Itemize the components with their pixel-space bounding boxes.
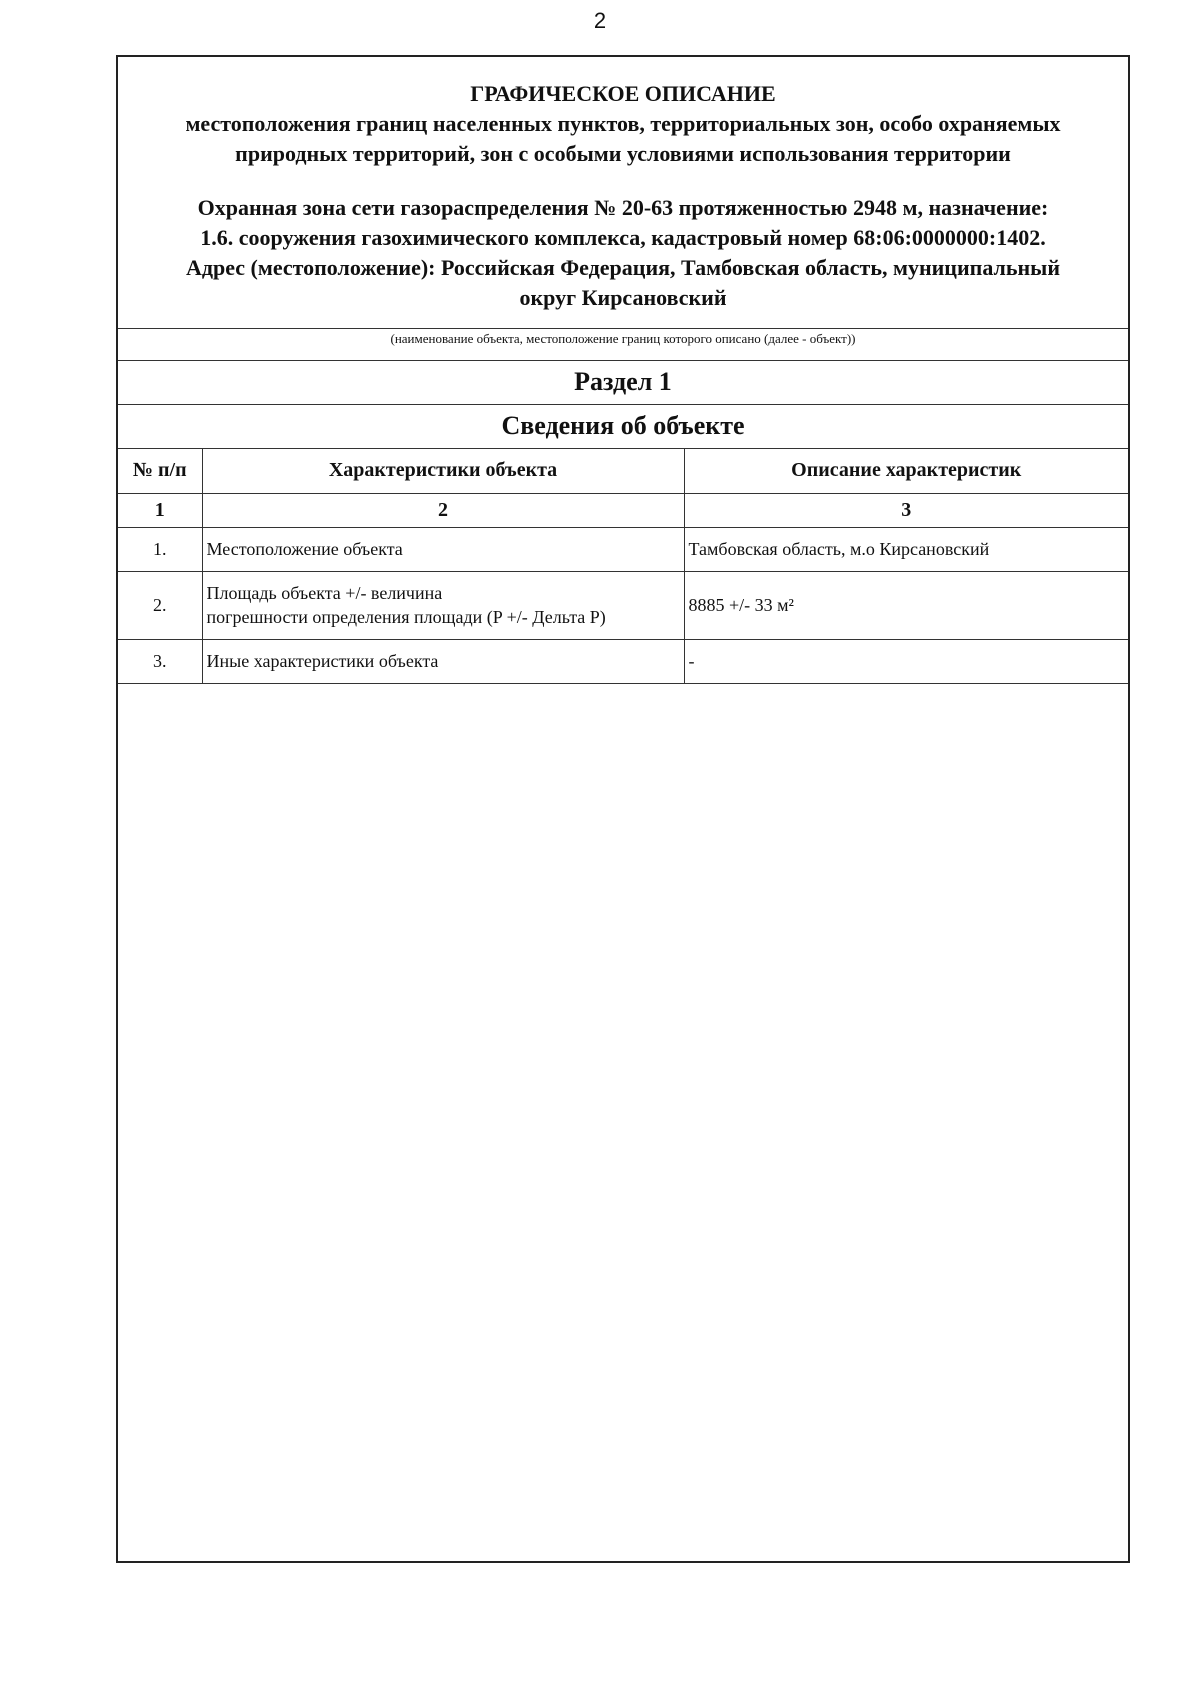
section-title: Сведения об объекте — [118, 405, 1128, 449]
object-name-line-4: округ Кирсановский — [519, 285, 727, 310]
column-number: 1 — [118, 493, 202, 527]
section-heading: Раздел 1 — [118, 361, 1128, 405]
document-description-line-2: природных территорий, зон с особыми условиями использования территории — [235, 141, 1011, 166]
document-header — [118, 57, 1128, 329]
row-number: 2. — [118, 571, 202, 639]
row-number: 1. — [118, 527, 202, 571]
column-header-number: № п/п — [118, 449, 202, 493]
column-header-characteristics: Характеристики объекта — [202, 449, 684, 493]
row-value: - — [684, 639, 1128, 683]
table-row — [118, 571, 1128, 639]
table-row — [118, 639, 1128, 683]
object-info-table — [118, 449, 1128, 684]
column-number-row — [118, 493, 1128, 527]
row-value: Тамбовская область, м.о Кирсановский — [684, 527, 1128, 571]
object-name-line-1: Охранная зона сети газораспределения № 20-63 протяженностью 2948 м, назначение: — [197, 195, 1049, 220]
page-number: 2 — [593, 8, 607, 33]
row-characteristic — [202, 571, 684, 639]
table-header-row — [118, 449, 1128, 493]
column-number: 3 — [684, 493, 1128, 527]
document-title: ГРАФИЧЕСКОЕ ОПИСАНИЕ — [470, 81, 776, 106]
row-value: 8885 +/- 33 м² — [684, 571, 1128, 639]
row-characteristic-line: Местоположение объекта — [206, 539, 403, 559]
row-characteristic — [202, 639, 684, 683]
object-caption: (наименование объекта, местоположение границ которого описано (далее - объект)) — [118, 329, 1128, 361]
row-characteristic — [202, 527, 684, 571]
row-characteristic-line: Иные характеристики объекта — [206, 651, 439, 671]
object-name-line-2: 1.6. сооружения газохимического комплекса, кадастровый номер 68:06:0000000:1402. — [200, 225, 1046, 250]
row-number: 3. — [118, 639, 202, 683]
document-description-line-1: местоположения границ населенных пунктов, территориальных зон, особо охраняемых — [185, 111, 1061, 136]
row-characteristic-line: погрешности определения площади (P +/- Дельта P) — [206, 607, 606, 627]
column-number: 2 — [202, 493, 684, 527]
object-name — [118, 193, 1128, 313]
document-frame — [116, 55, 1130, 1563]
column-header-description: Описание характеристик — [684, 449, 1128, 493]
table-row — [118, 527, 1128, 571]
object-name-line-3: Адрес (местоположение): Российская Федерация, Тамбовская область, муниципальный — [185, 255, 1061, 280]
row-characteristic-line: Площадь объекта +/- величина — [206, 583, 443, 603]
